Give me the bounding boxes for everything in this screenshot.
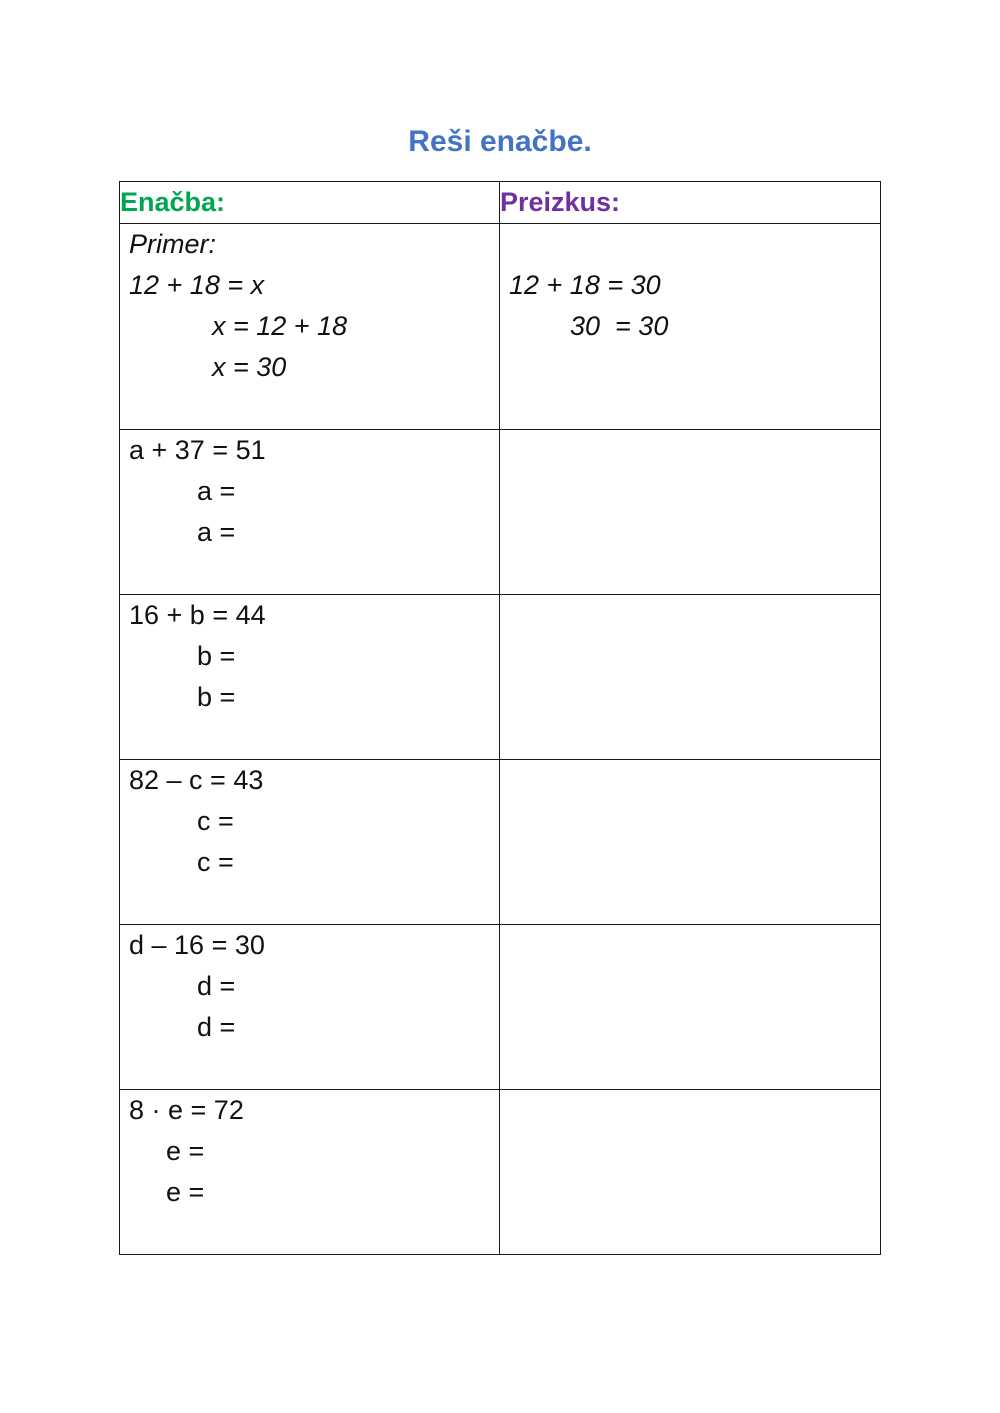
task-equation: a + 37 = 51 [129, 435, 266, 465]
task-step-1: c = [197, 806, 234, 836]
example-equation-cell [120, 224, 500, 430]
example-step-2: x = 30 [212, 352, 287, 382]
task-step-1: e = [166, 1136, 205, 1166]
task-step-2: a = [197, 517, 236, 547]
task-check-cell[interactable] [500, 595, 881, 760]
task-step-2: e = [166, 1177, 205, 1207]
example-step-1: x = 12 + 18 [212, 311, 348, 341]
check-column-header: Preizkus: [500, 182, 881, 224]
example-check-line-1: 12 + 18 = 30 [509, 270, 661, 300]
task-check-cell[interactable] [500, 430, 881, 595]
task-check-cell[interactable] [500, 760, 881, 925]
check-answer-area[interactable] [500, 760, 880, 924]
task-row-a [120, 430, 881, 595]
task-row-b [120, 595, 881, 760]
task-row-d [120, 925, 881, 1090]
task-step-1: a = [197, 476, 236, 506]
example-check-line-2: 30 = 30 [570, 311, 669, 341]
task-step-1: d = [197, 971, 236, 1001]
task-step-1: b = [197, 641, 236, 671]
task-equation-cell[interactable] [120, 925, 500, 1090]
example-row [120, 224, 881, 430]
task-equation: 82 – c = 43 [129, 765, 264, 795]
task-row-c [120, 760, 881, 925]
task-equation-cell[interactable] [120, 595, 500, 760]
task-equation-cell[interactable] [120, 1090, 500, 1255]
check-answer-area[interactable] [500, 925, 880, 1089]
task-check-cell[interactable] [500, 1090, 881, 1255]
task-step-2: c = [197, 847, 234, 877]
check-answer-area[interactable] [500, 595, 880, 759]
header-row [120, 182, 881, 224]
task-check-cell[interactable] [500, 925, 881, 1090]
task-equation-cell[interactable] [120, 430, 500, 595]
task-equation: d – 16 = 30 [129, 930, 265, 960]
check-answer-area[interactable] [500, 1090, 880, 1254]
example-check-cell [500, 224, 881, 430]
task-equation-cell[interactable] [120, 760, 500, 925]
equations-table [119, 181, 881, 1255]
example-label: Primer: [129, 229, 216, 259]
task-step-2: b = [197, 682, 236, 712]
worksheet-title: Reši enačbe. [408, 125, 592, 158]
check-answer-area[interactable] [500, 430, 880, 594]
example-equation: 12 + 18 = x [129, 270, 265, 300]
task-equation: 8 · e = 72 [129, 1095, 244, 1125]
equation-column-header: Enačba: [120, 182, 500, 224]
task-equation: 16 + b = 44 [129, 600, 266, 630]
task-step-2: d = [197, 1012, 236, 1042]
task-row-e [120, 1090, 881, 1255]
